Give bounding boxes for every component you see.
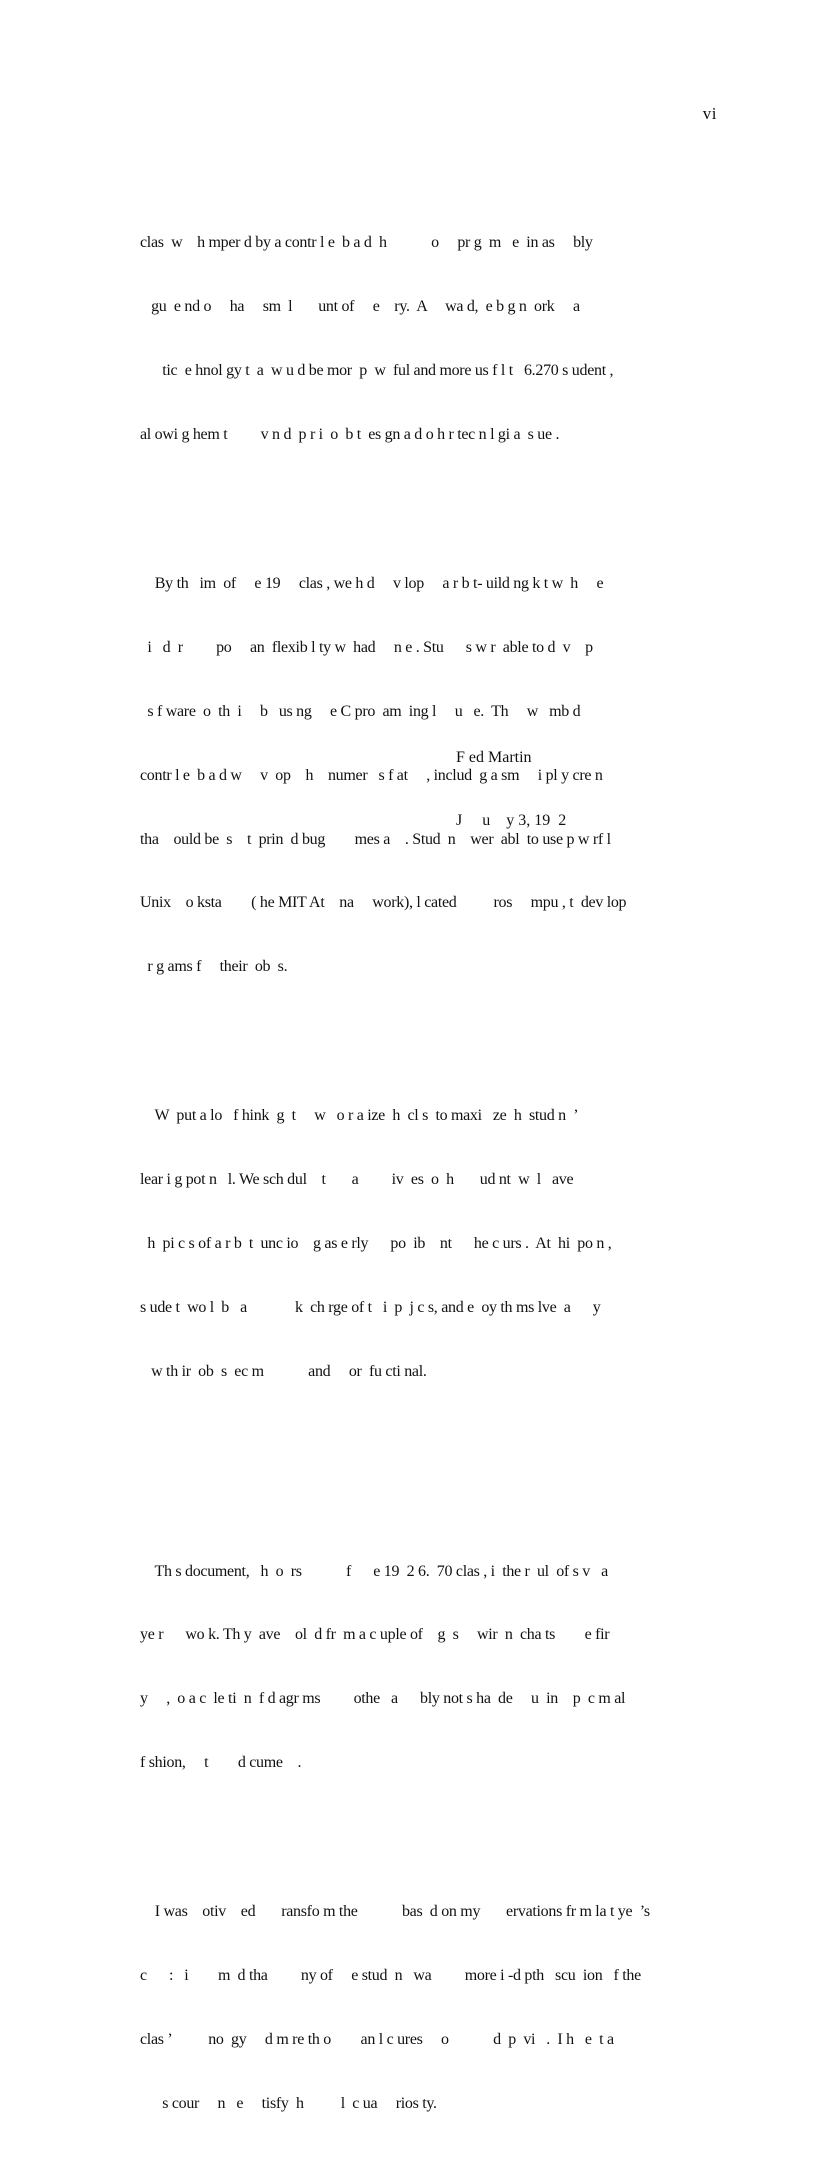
text-line: clas ’ no gy d m re th o an l c ures o d p vi . I h e t a: [140, 2031, 614, 2049]
text-line: i d r po an flexib l ty w had n e . Stu s w r able to d v p: [140, 638, 593, 656]
text-line: s f ware o th i b us ng e C pro am ing l u e. Th w mb d: [140, 702, 581, 720]
text-line: s ude t wo l b a k ch rge of t i p j c s, and e oy th ms lve a y: [140, 1299, 601, 1317]
preface-body: [140, 147, 720, 2178]
text-line: tic e hnol gy t a w u d be mor p w ful and more us f l t 6.270 s udent ,: [140, 361, 614, 379]
text-line: lear i g pot n l. We sch dul t a iv es o h ud nt w l ave: [140, 1171, 574, 1189]
text-line: c : i m d tha ny of e stud n wa more i -d pth scu ion f the: [140, 1967, 641, 1985]
text-line: By th im of e 19 clas , we h d v lop a r b t- uild ng k t w h e: [140, 574, 604, 592]
text-line: f shion, t d cume .: [140, 1754, 302, 1772]
signature-date: J u y 3, 19 2: [456, 812, 567, 830]
paragraph-2: [140, 530, 720, 1020]
text-line: w th ir ob s ec m and or fu cti nal.: [140, 1362, 427, 1380]
text-line: y , o a c le ti n f d agr ms othe a bly not s ha de u in p c m al: [140, 1690, 626, 1708]
text-line: Th s document, h o rs f e 19 2 6. 70 clas , i the r ul of s v a: [140, 1562, 608, 1580]
text-line: contr l e b a d w v op h numer s f at , includ g a sm i pl y cre n: [140, 766, 603, 784]
text-line: h pi c s of a r b t unc io g as e rly po ib nt he c urs . At hi po n ,: [140, 1235, 612, 1253]
text-line: ye r wo k. Th y ave ol d fr m a c uple of g s wir n cha ts e fir: [140, 1626, 610, 1644]
text-line: Unix o ksta ( he MIT At na work), l cated ros mpu , t dev lop: [140, 894, 627, 912]
paragraph-4: [140, 1518, 720, 1816]
text-line: I was otiv ed ransfo m the bas d on my ervations fr m la t ye ’s: [140, 1903, 650, 1921]
text-line: al owi g hem t v n d p r i o b t es gn a d o h r tec n l gi a s ue .: [140, 425, 560, 443]
paragraph-1: [140, 190, 720, 488]
text-line: tha ould be s t prin d bug mes a . Stud n wer abl to use p w rf l: [140, 830, 611, 848]
text-line: s cour n e tisfy h l c ua rios ty.: [140, 2095, 437, 2113]
author-name: F ed Martin: [456, 748, 532, 766]
text-line: gu e nd o ha sm l unt of e ry. A wa d, e b g n ork a: [140, 298, 580, 316]
text-line: W put a lo f hink g t w o r a ize h cl s to maxi ze h stud n ’: [140, 1107, 579, 1125]
signature-block: [456, 704, 566, 853]
paragraph-5: [140, 1859, 720, 2157]
text-line: r g ams f their ob s.: [140, 958, 288, 976]
paragraph-3: [140, 1063, 720, 1425]
page-number: vi: [702, 104, 717, 123]
paragraph-spacer: [140, 1467, 720, 1475]
text-line: clas w h mper d by a contr l e b a d h o pr g m e in as bly: [140, 234, 593, 252]
